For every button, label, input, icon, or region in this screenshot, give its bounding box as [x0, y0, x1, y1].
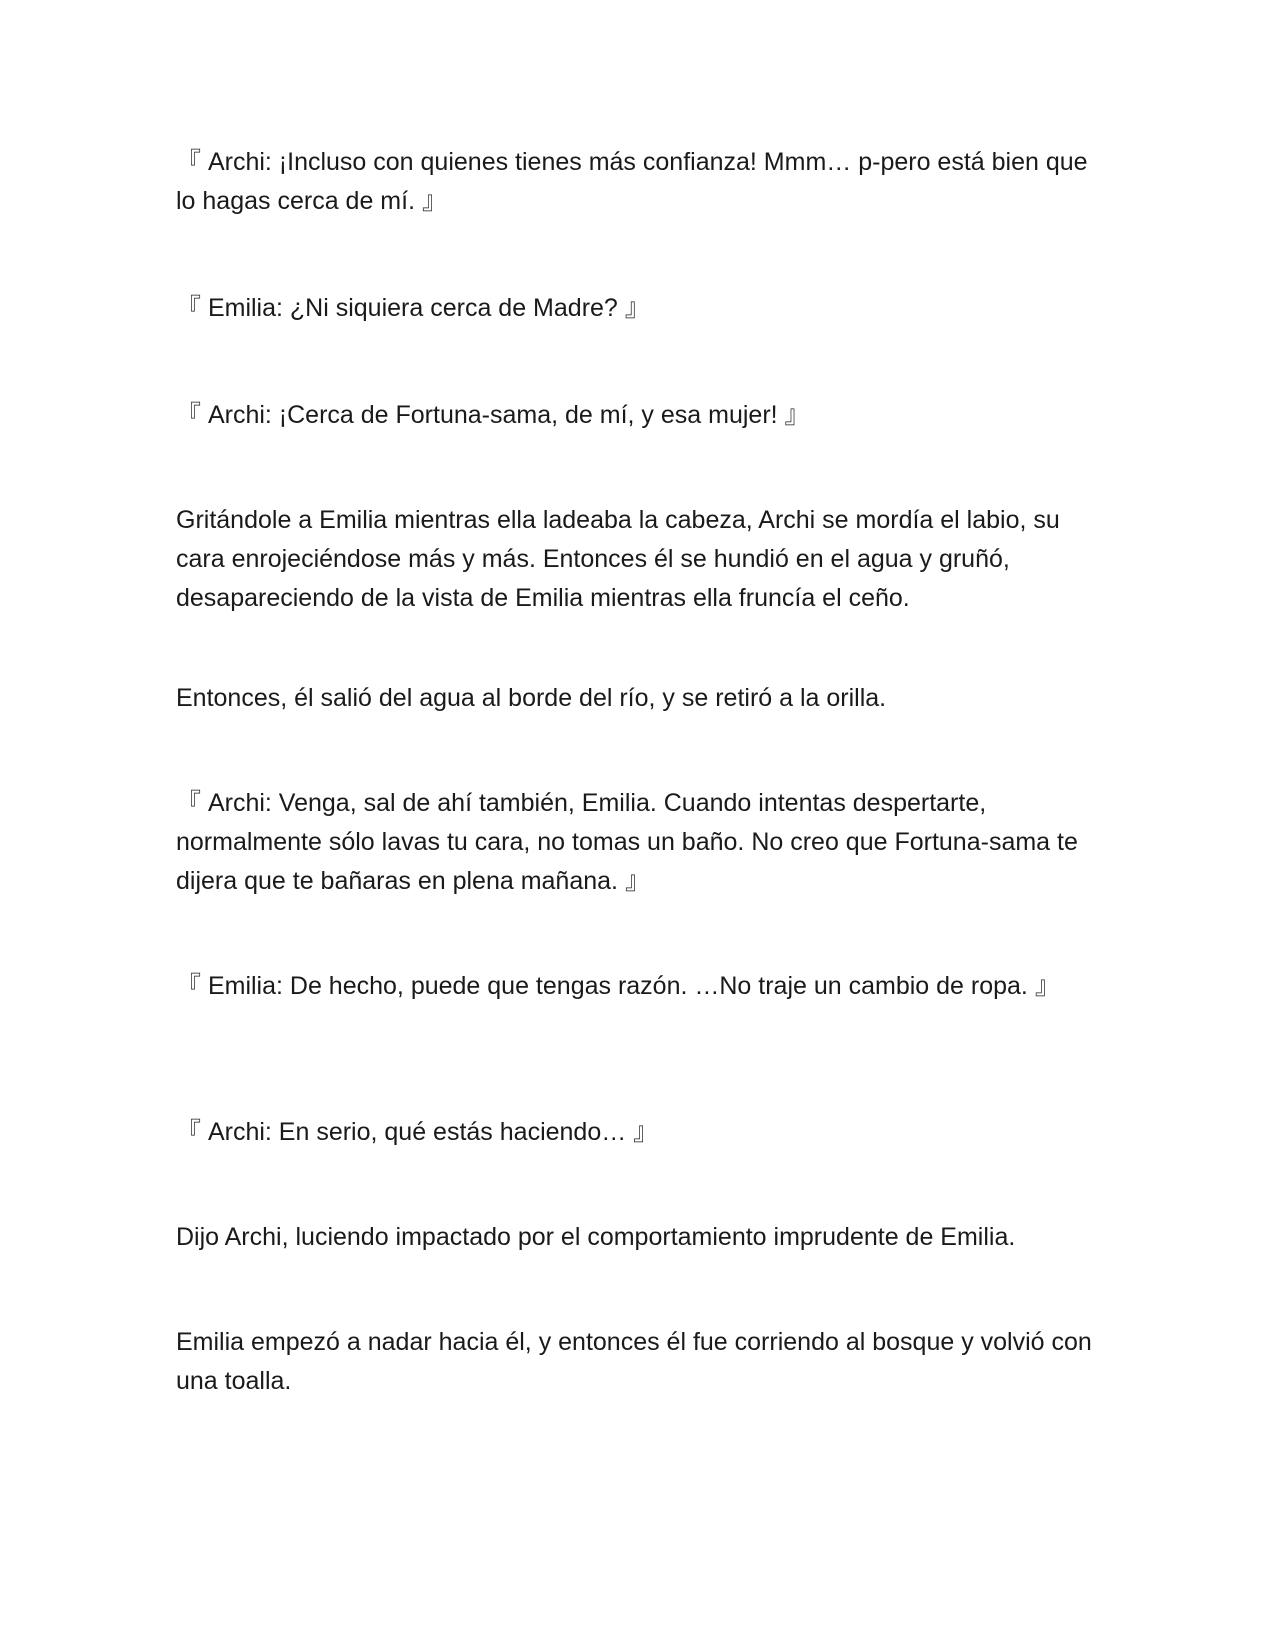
paragraph-narration: Gritándole a Emilia mientras ella ladeaba la cabeza, Archi se mordía el labio, su cara enrojeciéndose más y más. Entonces él se hundió en el agua y gruñó, desapareciendo de la vista de Emilia mientras ella fruncía el ceño.: [176, 506, 1060, 612]
paragraph-narration: Dijo Archi, luciendo impactado por el comportamiento imprudente de Emilia.: [176, 1223, 1016, 1251]
paragraph-dialogue: 『 Archi: Venga, sal de ahí también, Emilia. Cuando intentas despertarte, normalmente sólo lavas tu cara, no tomas un baño. No creo que Fortuna-sama te dijera que te bañaras en plena mañana. 』: [176, 789, 1078, 895]
paragraph-dialogue: 『 Emilia: ¿Ni siquiera cerca de Madre? 』: [176, 294, 650, 322]
paragraph-dialogue: 『 Emilia: De hecho, puede que tengas razón. …No traje un cambio de ropa. 』: [176, 972, 1060, 1000]
paragraph-dialogue: 『 Archi: ¡Cerca de Fortuna-sama, de mí, y esa mujer! 』: [176, 401, 810, 429]
paragraph-dialogue: 『 Archi: ¡Incluso con quienes tienes más confianza! Mmm… p-pero está bien que lo hagas cerca de mí. 』: [176, 148, 1088, 215]
paragraph-dialogue: 『 Archi: En serio, qué estás haciendo… 』: [176, 1118, 659, 1146]
paragraph-narration: Entonces, él salió del agua al borde del río, y se retiró a la orilla.: [176, 684, 887, 712]
paragraph-narration: Emilia empezó a nadar hacia él, y entonces él fue corriendo al bosque y volvió con una toalla.: [176, 1328, 1092, 1395]
